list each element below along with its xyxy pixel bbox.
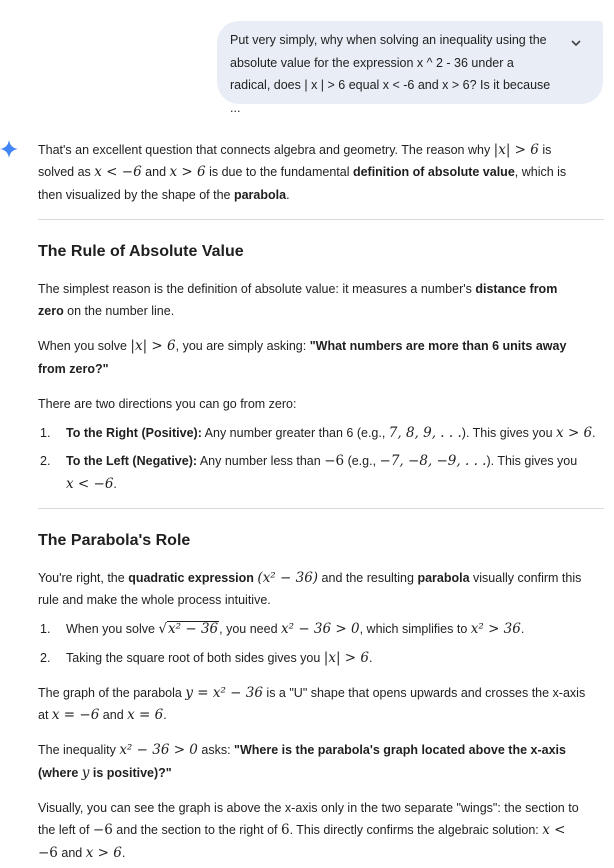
paragraph: −6 and x > 6. <box>38 845 126 861</box>
sparkle-icon <box>0 140 18 158</box>
user-message-line: absolute value for the expression x ^ 2 - 36 under a <box>230 55 514 70</box>
paragraph: When you solve |x| > 6, you are simply asking: "What numbers are more than 6 units away <box>38 338 567 354</box>
divider <box>38 219 604 220</box>
section-heading: The Parabola's Role <box>38 532 191 549</box>
paragraph: There are two directions you can go from zero: <box>38 397 297 411</box>
paragraph: The simplest reason is the definition of absolute value: it measures a number's distance from <box>38 282 558 296</box>
paragraph: at x = −6 and x = 6. <box>38 707 167 723</box>
list-number: 1. <box>40 426 51 440</box>
intro-line-3: then visualized by the shape of the parabola. <box>38 188 290 202</box>
section-heading: The Rule of Absolute Value <box>38 243 244 260</box>
user-message-bubble <box>217 21 603 115</box>
list-number: 1. <box>40 622 51 636</box>
list-number: 2. <box>40 454 51 468</box>
user-message-line: Put very simply, why when solving an inequality using the <box>230 33 547 47</box>
paragraph: The graph of the parabola y = x² − 36 is a "U" shape that opens upwards and crosses the x-axis <box>38 685 586 701</box>
divider <box>38 508 604 509</box>
user-message-line: radical, does | x | > 6 equal x < -6 and x > 6? Is it because ... <box>230 78 551 115</box>
paragraph: the left of −6 and the section to the right of 6. This directly confirms the algebraic solution: x < <box>38 822 566 838</box>
paragraph: zero on the number line. <box>38 304 175 318</box>
paragraph: from zero?" <box>38 362 109 376</box>
intro-line-1: That's an excellent question that connects algebra and geometry. The reason why |x| > 6 is <box>38 142 552 158</box>
intro-line-2: solved as x < −6 and x > 6 is due to the fundamental definition of absolute value, which is <box>38 164 567 180</box>
paragraph: rule and make the whole process intuitive. <box>38 593 271 607</box>
list-number: 2. <box>40 651 51 665</box>
paragraph: (where y is positive)?" <box>38 765 172 781</box>
paragraph: The inequality x² − 36 > 0 asks: "Where is the parabola's graph located above the x-axis <box>38 742 566 758</box>
paragraph: Visually, you can see the graph is above the x-axis only in the two separate "wings": the section to <box>38 801 579 815</box>
chevron-down-icon[interactable] <box>569 36 583 50</box>
paragraph: You're right, the quadratic expression (x² − 36) and the resulting parabola visually confirm this <box>38 570 582 586</box>
